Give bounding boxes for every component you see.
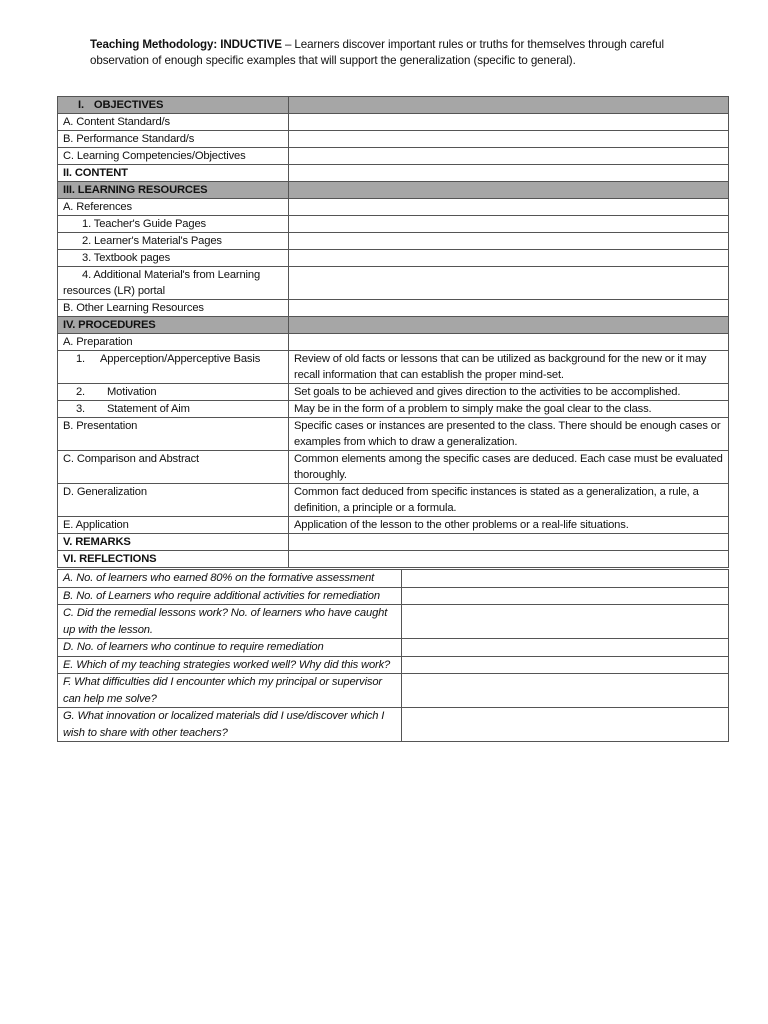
reflections-cell[interactable] [289,551,729,568]
lm-pages-cell[interactable] [289,233,729,250]
generalization-label: D. Generalization [58,484,289,517]
table-row [58,300,729,317]
comparison-label: C. Comparison and Abstract [58,451,289,484]
table-row [58,451,729,484]
comparison-description: Common elements among the specific cases are deduced. Each case must be evaluated thoroughly. [289,451,729,484]
statement-of-aim-label: 3. Statement of Aim [58,401,289,418]
motivation-description: Set goals to be achieved and gives direction to the activities to be accomplished. [289,384,729,401]
application-label: E. Application [58,517,289,534]
reflection-answer-cell[interactable] [402,587,729,605]
reflection-answer-cell[interactable] [402,605,729,639]
references-cell[interactable] [289,199,729,216]
textbook-label: 3. Textbook pages [58,250,289,267]
reflections-header: VI. REFLECTIONS [58,551,289,568]
content-standards-label: A. Content Standard/s [58,114,289,131]
table-row [58,708,729,742]
table-row [58,656,729,674]
table-row [58,131,729,148]
apperception-label: 1. Apperception/Apperceptive Basis [58,351,289,384]
reflection-question: F. What difficulties did I encounter which my principal or supervisor can help me solve? [58,674,402,708]
table-row [58,517,729,534]
resources-header-row [58,182,729,199]
table-row [58,114,729,131]
table-row [58,250,729,267]
table-row [58,401,729,418]
reflection-question: A. No. of learners who earned 80% on the formative assessment [58,570,402,588]
presentation-description: Specific cases or instances are presented to the class. There should be enough cases or examples from which to draw a generalization. [289,418,729,451]
table-row [58,267,729,300]
objectives-header-row [58,97,729,114]
table-row [58,674,729,708]
performance-standards-label: B. Performance Standard/s [58,131,289,148]
table-row [58,216,729,233]
table-row [58,570,729,588]
table-row [58,384,729,401]
remarks-row [58,534,729,551]
tg-pages-cell[interactable] [289,216,729,233]
statement-of-aim-description: May be in the form of a problem to simply make the goal clear to the class. [289,401,729,418]
table-row [58,484,729,517]
competencies-label: C. Learning Competencies/Objectives [58,148,289,165]
content-standards-cell[interactable] [289,114,729,131]
table-row [58,199,729,216]
procedures-header-row [58,317,729,334]
application-description: Application of the lesson to the other problems or a real-life situations. [289,517,729,534]
reflections-row [58,551,729,568]
other-resources-label: B. Other Learning Resources [58,300,289,317]
methodology-label: Teaching Methodology: INDUCTIVE [90,38,282,51]
table-row [58,605,729,639]
motivation-label: 2. Motivation [58,384,289,401]
performance-standards-cell[interactable] [289,131,729,148]
lm-pages-label: 2. Learner's Material's Pages [58,233,289,250]
reflection-question: B. No. of Learners who require additional activities for remediation [58,587,402,605]
methodology-intro [90,37,690,69]
reflection-question: G. What innovation or localized materials did I use/discover which I wish to share with other teachers? [58,708,402,742]
table-row [58,587,729,605]
competencies-cell[interactable] [289,148,729,165]
reflection-answer-cell[interactable] [402,708,729,742]
content-header: II. CONTENT [58,165,289,182]
table-row [58,233,729,250]
methodology-description: – Learners discover important rules or truths for themselves through careful observation of enough specific examples that will support the generalization (specific to general). [90,38,665,67]
reflections-table [57,569,729,742]
content-row [58,165,729,182]
textbook-cell[interactable] [289,250,729,267]
reflection-question: D. No. of learners who continue to require remediation [58,639,402,657]
generalization-description: Common fact deduced from specific instances is stated as a generalization, a rule, a definition, a principle or a formula. [289,484,729,517]
apperception-description: Review of old facts or lessons that can be utilized as background for the new or it may recall information that can establish the proper mind-set. [289,351,729,384]
lesson-plan-table [57,96,729,568]
table-row [58,148,729,165]
preparation-label: A. Preparation [58,334,289,351]
additional-materials-cell[interactable] [289,267,729,300]
table-row [58,639,729,657]
reflection-answer-cell[interactable] [402,656,729,674]
table-row [58,418,729,451]
procedures-header: IV. PROCEDURES [58,317,289,334]
table-row [58,351,729,384]
resources-header: III. LEARNING RESOURCES [58,182,289,199]
presentation-label: B. Presentation [58,418,289,451]
reflection-question: C. Did the remedial lessons work? No. of learners who have caught up with the lesson. [58,605,402,639]
reflection-question: E. Which of my teaching strategies worked well? Why did this work? [58,656,402,674]
content-cell[interactable] [289,165,729,182]
reflection-answer-cell[interactable] [402,674,729,708]
preparation-cell[interactable] [289,334,729,351]
reflection-answer-cell[interactable] [402,639,729,657]
other-resources-cell[interactable] [289,300,729,317]
references-label: A. References [58,199,289,216]
table-row [58,334,729,351]
remarks-cell[interactable] [289,534,729,551]
remarks-header: V. REMARKS [58,534,289,551]
tg-pages-label: 1. Teacher's Guide Pages [58,216,289,233]
additional-materials-label: 4. Additional Material's from Learning resources (LR) portal [58,267,289,300]
reflection-answer-cell[interactable] [402,570,729,588]
objectives-header: I. OBJECTIVES [58,97,289,114]
